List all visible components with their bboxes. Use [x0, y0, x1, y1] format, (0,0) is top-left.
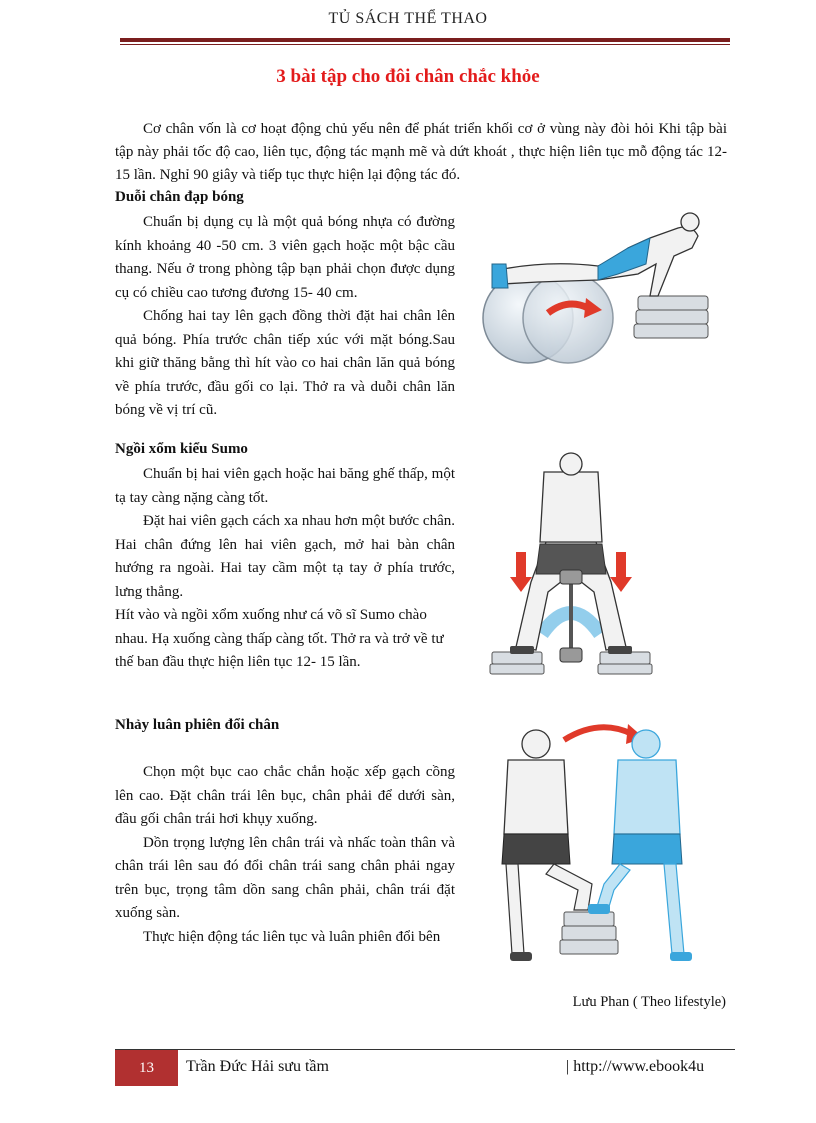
paragraph: Đặt hai viên gạch cách xa nhau hơn một bước chân. Hai chân đứng lên hai viên gạch, mở hai bàn chân hướng ra ngoài. Hai tay cầm một tạ tay ở phía trước, lưng thẳng. [115, 513, 455, 600]
credit-line: Lưu Phan ( Theo lifestyle) [572, 994, 726, 1010]
section-body-step [115, 761, 455, 949]
paragraph: Chọn một bục cao chắc chắn hoặc xếp gạch cồng lên cao. Đặt chân trái lên bục, chân phải để dưới sàn, đầu gối chân trái hơi khụy xuống. [115, 764, 455, 827]
paragraph: Hít vào và ngồi xổm xuống như cá võ sĩ Sumo chào nhau. Hạ xuống càng thấp càng tốt. Thở ra và trở về tư thế ban đầu thực hiện liên tục 12- 15 lần. [115, 607, 444, 670]
section-body-ball [115, 211, 455, 423]
section-heading-ball: Duỗi chân đạp bóng [115, 189, 244, 205]
paragraph: Thực hiện động tác liên tục và luân phiên đổi bên [143, 928, 441, 945]
paragraph: Chuẩn bị hai viên gạch hoặc hai băng ghế thấp, một tạ tay càng nặng càng tốt. [115, 466, 455, 506]
article-title: 3 bài tập cho đôi chân chắc khỏe [276, 66, 540, 87]
alternating-step-jump-illustration [484, 714, 724, 976]
paragraph: Chống hai tay lên gạch đồng thời đặt hai chân lên quả bóng. Phía trước chân tiếp xúc với mặt bóng.Sau khi giữ thăng bằng thì hít vào co hai chân lăn quả bóng về phía trước, đầu gối co lại. Thở ra và duỗi chân lăn bóng về vị trí cũ. [115, 308, 455, 418]
paragraph: Dồn trọng lượng lên chân trái và nhấc toàn thân và chân trái lên sau đó đổi chân trái sang chân phải ngay trên bục, trọng tâm dồn sang chân phải, chân trái đặt xuống sàn. [115, 834, 455, 921]
ball-leg-curl-illustration [478, 208, 718, 378]
header-title: TỦ SÁCH THỂ THAO [328, 10, 488, 27]
footer-author: Trần Đức Hải sưu tầm [186, 1058, 329, 1075]
sumo-squat-illustration [486, 452, 656, 692]
intro-paragraph: Cơ chân vốn là cơ hoạt động chủ yếu nên để phát triển khối cơ ở vùng này đòi hỏi Khi tập bài tập này phải tốc độ cao, liên tục, động tác mạnh mẽ và dứt khoát , thực hiện liên tục mỗ động tác 12- 15 lần. Nghỉ 90 giây và tiếp tục thực hiện lại động tác đó. [115, 121, 727, 183]
header-rule-thin [120, 44, 730, 45]
header-rule [120, 38, 730, 42]
footer-site-link[interactable]: | http://www.ebook4u [566, 1058, 705, 1075]
section-heading-step: Nhảy luân phiên đổi chân [115, 717, 280, 733]
section-heading-sumo: Ngồi xổm kiểu Sumo [115, 441, 248, 457]
section-body-sumo [115, 463, 455, 675]
page-number: 13 [115, 1050, 178, 1086]
paragraph: Chuẩn bị dụng cụ là một quả bóng nhựa có đường kính khoảng 40 -50 cm. 3 viên gạch hoặc một bậc cầu thang. Nếu ở trong phòng tập bạn phải chọn được dụng cụ có chiều cao tương đương 15- 40 cm. [115, 214, 455, 301]
footer-rule [115, 1049, 735, 1050]
